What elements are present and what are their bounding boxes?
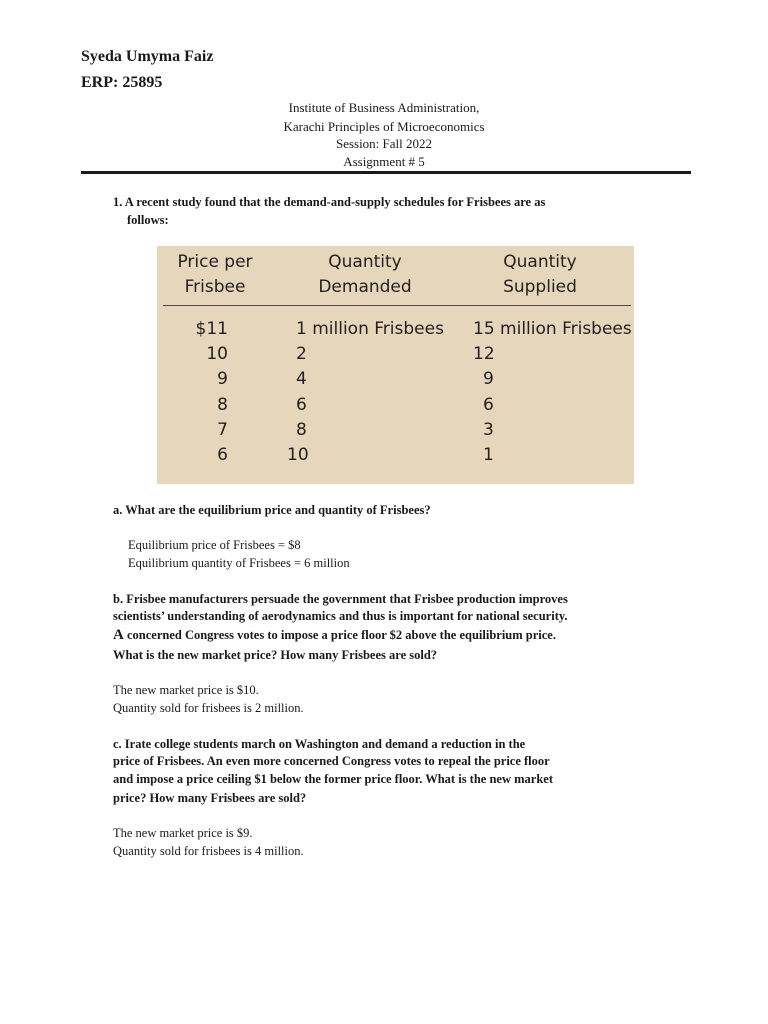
part-b-question-line1: b. Frisbee manufacturers persuade the government that Frisbee production improves: [113, 592, 568, 606]
part-b-question-line2: scientists’ understanding of aerodynamics and thus is important for national security.: [113, 609, 568, 623]
institute-line: Institute of Business Administration,: [288, 100, 480, 115]
table-cell-demanded: 1 million Frisbees: [296, 319, 444, 339]
part-c-question-line4: price? How many Frisbees are sold?: [113, 791, 307, 805]
part-a-answer-quantity: Equilibrium quantity of Frisbees = 6 million: [128, 556, 350, 570]
table-header-demanded-line1: Quantity: [328, 252, 402, 272]
course-line: Karachi Principles of Microeconomics: [283, 119, 485, 134]
header-divider: [81, 171, 691, 174]
part-a-answer-price: Equilibrium price of Frisbees = $8: [128, 538, 301, 552]
table-header-rule: [163, 305, 631, 306]
part-b-question-line4: What is the new market price? How many Frisbees are sold?: [113, 648, 438, 662]
table-header-supplied-line2: Supplied: [503, 277, 577, 297]
part-b-answer-quantity: Quantity sold for frisbees is 2 million.: [113, 701, 304, 715]
table-header-demanded-line2: Demanded: [318, 277, 412, 297]
table-cell-supplied: 1: [483, 445, 494, 465]
table-cell-demanded: 8: [296, 420, 307, 440]
table-cell-price: 9: [217, 369, 228, 389]
table-header-demanded: [300, 250, 430, 300]
table-cell-supplied: 12: [473, 344, 495, 364]
part-c-question-line3: and impose a price ceiling $1 below the former price floor. What is the new market: [113, 772, 553, 786]
assignment-line: Assignment # 5: [343, 154, 425, 169]
table-header-price-line1: Price per: [177, 252, 253, 272]
part-c-question-line1: c. Irate college students march on Washington and demand a reduction in the: [113, 737, 526, 751]
table-cell-supplied: 6: [483, 395, 494, 415]
session-line: Session: Fall 2022: [335, 136, 433, 151]
part-c-answer-price: The new market price is $9.: [113, 826, 253, 840]
table-cell-demanded: 10: [287, 445, 309, 465]
part-c-question-line2: price of Frisbees. An even more concerned Congress votes to repeal the price floor: [113, 754, 550, 768]
table-cell-price: 10: [206, 344, 228, 364]
part-b-question-line3: [113, 626, 556, 644]
erp-number: ERP: 25895: [81, 74, 163, 91]
part-b-answer-price: The new market price is $10.: [113, 683, 259, 697]
table-header-price-line2: Frisbee: [184, 277, 246, 297]
table-cell-price: 7: [217, 420, 228, 440]
part-c-answer-quantity: Quantity sold for frisbees is 4 million.: [113, 844, 304, 858]
table-cell-supplied: 15 million Frisbees: [473, 319, 632, 339]
table-header-supplied: [475, 250, 605, 300]
table-cell-demanded: 4: [296, 369, 307, 389]
table-cell-demanded: 2: [296, 344, 307, 364]
question-1-line1: 1. A recent study found that the demand-and-supply schedules for Frisbees are as: [113, 195, 546, 209]
part-b-question-line3-text: concerned Congress votes to impose a price floor $2 above the equilibrium price.: [123, 628, 556, 642]
table-header-price: [163, 250, 267, 300]
part-b-question-initial: A: [113, 627, 124, 643]
table-cell-supplied: 9: [483, 369, 494, 389]
student-name: Syeda Umyma Faiz: [81, 48, 214, 65]
table-cell-demanded: 6: [296, 395, 307, 415]
question-1-line2: follows:: [127, 213, 169, 227]
table-header-supplied-line1: Quantity: [503, 252, 577, 272]
part-a-question: a. What are the equilibrium price and quantity of Frisbees?: [113, 503, 431, 517]
table-cell-price: $11: [195, 319, 228, 339]
table-cell-supplied: 3: [483, 420, 494, 440]
table-cell-price: 6: [217, 445, 228, 465]
table-cell-price: 8: [217, 395, 228, 415]
